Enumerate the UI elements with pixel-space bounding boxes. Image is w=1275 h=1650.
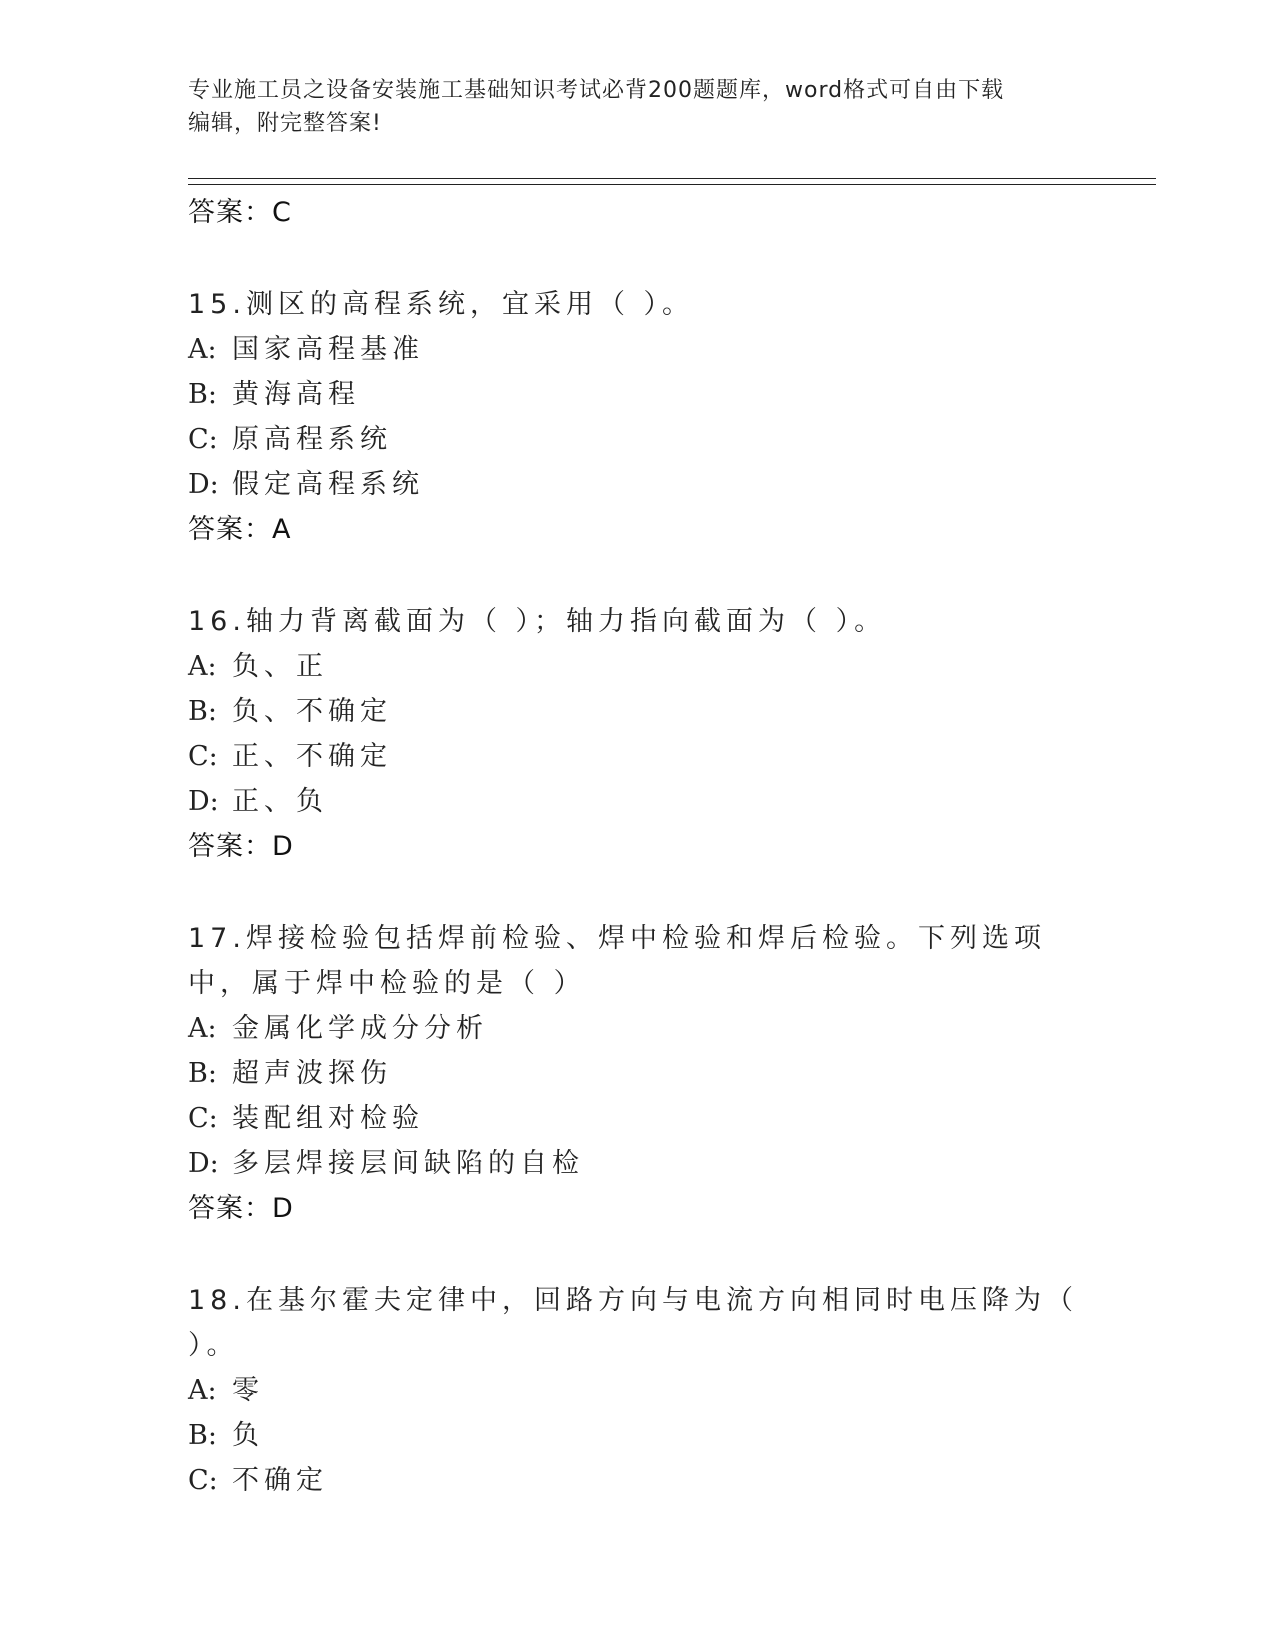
header-divider: [188, 178, 1156, 185]
option-letter: A:: [188, 1013, 217, 1044]
option-letter: A:: [188, 651, 217, 682]
option-letter: D:: [188, 786, 219, 817]
option-letter: D:: [188, 1148, 219, 1179]
option-letter: C:: [188, 741, 218, 772]
option-text: 正、负: [232, 786, 328, 817]
option-letter: C:: [188, 1103, 218, 1134]
option-c: [188, 734, 1148, 779]
answer-label: 答案：C: [188, 197, 292, 228]
answer-label: 答案：A: [188, 514, 292, 545]
option-letter: B:: [188, 1420, 217, 1451]
option-d: [188, 462, 1148, 507]
option-letter: B:: [188, 1058, 217, 1089]
option-text: 不确定: [232, 1465, 328, 1496]
option-text: 正、不确定: [232, 741, 392, 772]
option-c: [188, 1458, 1148, 1503]
answer-label: 答案：D: [188, 831, 294, 862]
option-text: 原高程系统: [232, 424, 392, 455]
option-text: 假定高程系统: [232, 469, 424, 500]
question-16: [188, 599, 1148, 869]
option-d: [188, 779, 1148, 824]
option-a: [188, 327, 1148, 372]
option-text: 国家高程基准: [232, 334, 424, 365]
option-text: 负: [232, 1420, 264, 1451]
question-text: 15.测区的高程系统，宜采用（ ）。: [188, 289, 695, 320]
option-text: 黄海高程: [232, 379, 360, 410]
option-c: [188, 417, 1148, 462]
option-text: 多层焊接层间缺陷的自检: [232, 1148, 584, 1179]
option-a: [188, 644, 1148, 689]
option-text: 超声波探伤: [232, 1058, 392, 1089]
question-17: [188, 916, 1148, 1231]
option-a: [188, 1368, 1148, 1413]
question-text: 17.焊接检验包括焊前检验、焊中检验和焊后检验。下列选项中，属于焊中检验的是（ ）: [188, 923, 1046, 999]
question-18: [188, 1278, 1148, 1503]
option-b: [188, 1413, 1148, 1458]
option-b: [188, 689, 1148, 734]
option-letter: C:: [188, 1465, 218, 1496]
option-b: [188, 372, 1148, 417]
option-text: 负、正: [232, 651, 328, 682]
option-text: 零: [232, 1375, 264, 1406]
option-letter: B:: [188, 379, 217, 410]
option-letter: B:: [188, 696, 217, 727]
option-text: 金属化学成分分析: [232, 1013, 488, 1044]
option-letter: A:: [188, 334, 217, 365]
option-letter: D:: [188, 469, 219, 500]
option-a: [188, 1006, 1148, 1051]
question-text: 16.轴力背离截面为（ ）；轴力指向截面为（ ）。: [188, 606, 887, 637]
question-text: 18.在基尔霍夫定律中，回路方向与电流方向相同时电压降为（ ）。: [188, 1285, 1078, 1361]
option-c: [188, 1096, 1148, 1141]
option-text: 装配组对检验: [232, 1103, 424, 1134]
question-15: [188, 282, 1148, 552]
header-line-1: 专业施工员之设备安装施工基础知识考试必背200题题库，word格式可自由下载: [188, 78, 1005, 103]
option-letter: A:: [188, 1375, 217, 1406]
header-line-2: 编辑，附完整答案!: [188, 111, 382, 136]
option-letter: C:: [188, 424, 218, 455]
option-d: [188, 1141, 1148, 1186]
document-body: [188, 190, 1148, 1503]
document-header: [188, 74, 1088, 140]
option-text: 负、不确定: [232, 696, 392, 727]
option-b: [188, 1051, 1148, 1096]
answer-label: 答案：D: [188, 1193, 294, 1224]
